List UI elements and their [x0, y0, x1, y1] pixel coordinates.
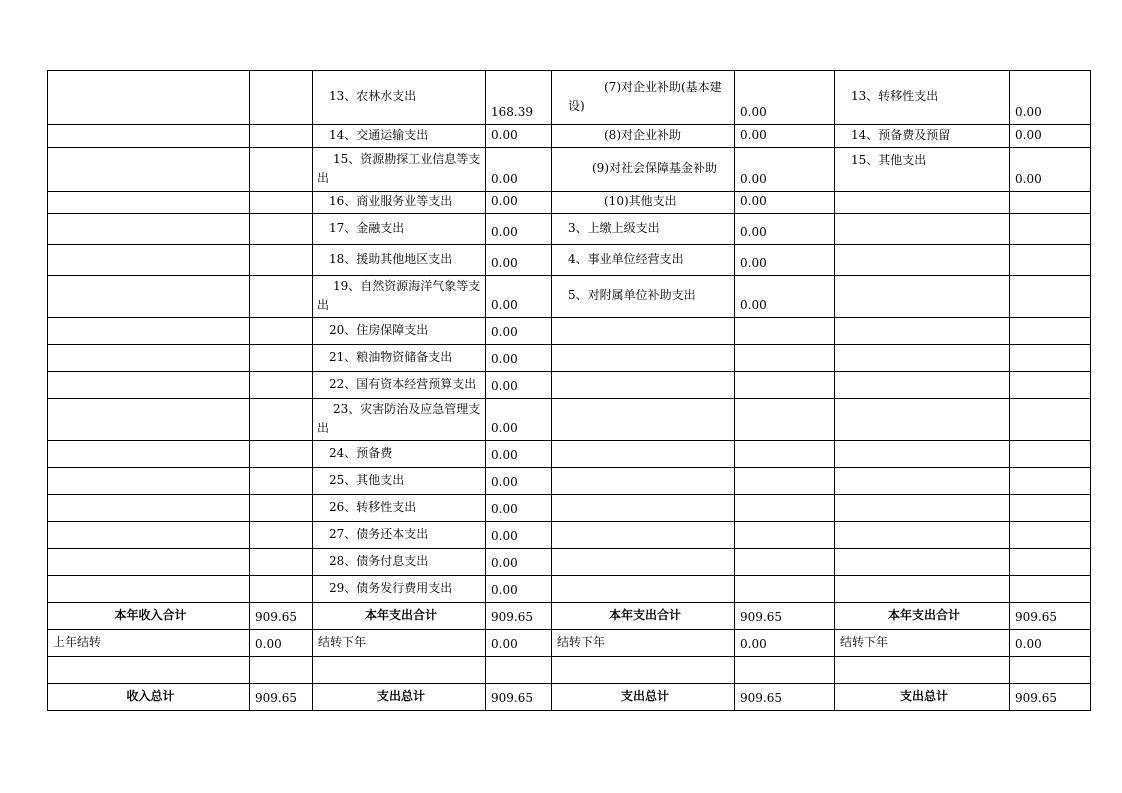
- cell: 15、资源勘探工业信息等支出: [313, 148, 486, 192]
- income-total-value: 909.65: [250, 603, 313, 630]
- cell: [735, 522, 835, 549]
- cell: [48, 468, 250, 495]
- cell: 0.00: [486, 245, 552, 276]
- expense-total-label: 本年支出合计: [552, 603, 735, 630]
- expense-total-value: 909.65: [1010, 603, 1091, 630]
- cell: [48, 345, 250, 372]
- table-row: [48, 399, 1091, 441]
- cell: [552, 468, 735, 495]
- cell: [313, 657, 486, 684]
- cell: 25、其他支出: [313, 468, 486, 495]
- cell: 20、住房保障支出: [313, 318, 486, 345]
- cell: 14、预备费及预留: [835, 125, 1010, 148]
- cell: [552, 372, 735, 399]
- table-row: [48, 468, 1091, 495]
- cell: [48, 245, 250, 276]
- table-row: [48, 214, 1091, 245]
- cell: [835, 345, 1010, 372]
- cell: 13、转移性支出: [835, 71, 1010, 125]
- carry-in-label: 上年结转: [48, 630, 250, 657]
- cell: 0.00: [735, 245, 835, 276]
- expense-grand-value: 909.65: [1010, 684, 1091, 711]
- cell: 24、预备费: [313, 441, 486, 468]
- cell: [1010, 576, 1091, 603]
- cell: [735, 576, 835, 603]
- cell: 16、商业服务业等支出: [313, 192, 486, 214]
- cell: 23、灾害防治及应急管理支出: [313, 399, 486, 441]
- cell: [1010, 276, 1091, 318]
- cell: [1010, 214, 1091, 245]
- table-row: [48, 148, 1091, 192]
- cell: [1010, 549, 1091, 576]
- cell: [835, 522, 1010, 549]
- cell: 0.00: [486, 372, 552, 399]
- cell: [250, 192, 313, 214]
- cell: [486, 657, 552, 684]
- table-row: [48, 549, 1091, 576]
- carry-out-label: 结转下年: [552, 630, 735, 657]
- expense-grand-value: 909.65: [486, 684, 552, 711]
- cell: [48, 372, 250, 399]
- cell: [1010, 468, 1091, 495]
- cell: [835, 318, 1010, 345]
- cell: [48, 125, 250, 148]
- cell: [552, 345, 735, 372]
- cell: [1010, 372, 1091, 399]
- cell: 13、农林水支出: [313, 71, 486, 125]
- cell: 3、上缴上级支出: [552, 214, 735, 245]
- cell: 0.00: [486, 318, 552, 345]
- income-total-label: 本年收入合计: [48, 603, 250, 630]
- cell: [835, 657, 1010, 684]
- carry-out-label: 结转下年: [313, 630, 486, 657]
- cell: [552, 522, 735, 549]
- budget-table: [47, 70, 1091, 711]
- cell: [250, 576, 313, 603]
- cell: [1010, 318, 1091, 345]
- carry-out-value: 0.00: [486, 630, 552, 657]
- cell: 0.00: [486, 125, 552, 148]
- table-row: [48, 125, 1091, 148]
- cell: 168.39: [486, 71, 552, 125]
- cell: [250, 125, 313, 148]
- carry-out-value: 0.00: [1010, 630, 1091, 657]
- cell: 0.00: [735, 148, 835, 192]
- carry-row: [48, 630, 1091, 657]
- cell: [48, 495, 250, 522]
- cell: [250, 441, 313, 468]
- table-row: [48, 372, 1091, 399]
- cell: [735, 441, 835, 468]
- cell: [1010, 245, 1091, 276]
- cell: 0.00: [1010, 71, 1091, 125]
- cell: [835, 245, 1010, 276]
- cell: [1010, 345, 1091, 372]
- expense-total-value: 909.65: [486, 603, 552, 630]
- cell: [835, 276, 1010, 318]
- cell: [1010, 495, 1091, 522]
- cell: 0.00: [486, 522, 552, 549]
- cell: [835, 192, 1010, 214]
- cell: [1010, 399, 1091, 441]
- cell: [250, 549, 313, 576]
- cell: [48, 399, 250, 441]
- cell: [250, 245, 313, 276]
- expense-grand-label: 支出总计: [552, 684, 735, 711]
- cell: 0.00: [486, 345, 552, 372]
- table-row: [48, 192, 1091, 214]
- table-row: [48, 576, 1091, 603]
- cell: 0.00: [486, 441, 552, 468]
- table-row: [48, 71, 1091, 125]
- table-row: [48, 245, 1091, 276]
- cell: [48, 276, 250, 318]
- cell: 0.00: [486, 399, 552, 441]
- cell: [735, 399, 835, 441]
- cell: [250, 71, 313, 125]
- cell: 28、债务付息支出: [313, 549, 486, 576]
- cell: [835, 372, 1010, 399]
- cell: [250, 345, 313, 372]
- cell: [1010, 192, 1091, 214]
- cell: 0.00: [735, 125, 835, 148]
- expense-grand-value: 909.65: [735, 684, 835, 711]
- cell: [250, 522, 313, 549]
- cell: 17、金融支出: [313, 214, 486, 245]
- cell: [735, 345, 835, 372]
- cell: 0.00: [735, 276, 835, 318]
- table-row: [48, 522, 1091, 549]
- cell: 4、事业单位经营支出: [552, 245, 735, 276]
- cell: 15、其他支出: [835, 148, 1010, 192]
- cell: [250, 276, 313, 318]
- cell: (9)对社会保障基金补助: [552, 148, 735, 192]
- cell: [250, 495, 313, 522]
- cell: 0.00: [735, 71, 835, 125]
- totals-year-row: [48, 603, 1091, 630]
- cell: [735, 468, 835, 495]
- cell: [835, 495, 1010, 522]
- carry-out-value: 0.00: [735, 630, 835, 657]
- cell: [1010, 657, 1091, 684]
- cell: 18、援助其他地区支出: [313, 245, 486, 276]
- cell: 26、转移性支出: [313, 495, 486, 522]
- cell: 0.00: [486, 549, 552, 576]
- cell: [48, 148, 250, 192]
- expense-total-label: 本年支出合计: [835, 603, 1010, 630]
- income-grand-value: 909.65: [250, 684, 313, 711]
- cell: 0.00: [1010, 148, 1091, 192]
- cell: 22、国有资本经营预算支出: [313, 372, 486, 399]
- cell: [48, 549, 250, 576]
- cell: [48, 318, 250, 345]
- cell: 29、债务发行费用支出: [313, 576, 486, 603]
- cell: 19、自然资源海洋气象等支出: [313, 276, 486, 318]
- cell: [250, 214, 313, 245]
- cell: [552, 318, 735, 345]
- cell: [552, 657, 735, 684]
- cell: [552, 549, 735, 576]
- cell: 0.00: [486, 495, 552, 522]
- cell: [250, 318, 313, 345]
- cell: [48, 657, 250, 684]
- cell: [1010, 441, 1091, 468]
- cell: [835, 441, 1010, 468]
- cell: [48, 214, 250, 245]
- cell: (8)对企业补助: [552, 125, 735, 148]
- cell: 0.00: [486, 276, 552, 318]
- cell: [735, 318, 835, 345]
- cell: 5、对附属单位补助支出: [552, 276, 735, 318]
- cell: 0.00: [486, 214, 552, 245]
- cell: [735, 549, 835, 576]
- expense-grand-label: 支出总计: [835, 684, 1010, 711]
- cell: (7)对企业补助(基本建设): [552, 71, 735, 125]
- cell: 21、粮油物资储备支出: [313, 345, 486, 372]
- cell: [48, 441, 250, 468]
- table-row: [48, 318, 1091, 345]
- cell: [835, 399, 1010, 441]
- cell: 0.00: [735, 192, 835, 214]
- cell: 0.00: [486, 468, 552, 495]
- cell: [835, 468, 1010, 495]
- cell: [835, 214, 1010, 245]
- carry-out-label: 结转下年: [835, 630, 1010, 657]
- cell: 0.00: [486, 576, 552, 603]
- cell: [735, 372, 835, 399]
- table-row: [48, 276, 1091, 318]
- cell: [250, 148, 313, 192]
- cell: [48, 576, 250, 603]
- income-grand-label: 收入总计: [48, 684, 250, 711]
- cell: [552, 495, 735, 522]
- grand-total-row: [48, 684, 1091, 711]
- cell: [835, 576, 1010, 603]
- carry-in-value: 0.00: [250, 630, 313, 657]
- cell: [250, 468, 313, 495]
- cell: [1010, 522, 1091, 549]
- expense-total-label: 本年支出合计: [313, 603, 486, 630]
- cell: [48, 192, 250, 214]
- cell: [552, 441, 735, 468]
- cell: (10)其他支出: [552, 192, 735, 214]
- table-row: [48, 345, 1091, 372]
- cell: [48, 71, 250, 125]
- cell: 0.00: [1010, 125, 1091, 148]
- cell: [48, 522, 250, 549]
- cell: [552, 576, 735, 603]
- expense-grand-label: 支出总计: [313, 684, 486, 711]
- table-row: [48, 495, 1091, 522]
- cell: 0.00: [486, 148, 552, 192]
- cell: 0.00: [486, 192, 552, 214]
- cell: [250, 657, 313, 684]
- cell: [250, 399, 313, 441]
- cell: 14、交通运输支出: [313, 125, 486, 148]
- cell: [552, 399, 735, 441]
- table-row: [48, 441, 1091, 468]
- cell: [735, 495, 835, 522]
- cell: [735, 657, 835, 684]
- cell: [250, 372, 313, 399]
- cell: [835, 549, 1010, 576]
- cell: 27、债务还本支出: [313, 522, 486, 549]
- empty-row: [48, 657, 1091, 684]
- cell: 0.00: [735, 214, 835, 245]
- expense-total-value: 909.65: [735, 603, 835, 630]
